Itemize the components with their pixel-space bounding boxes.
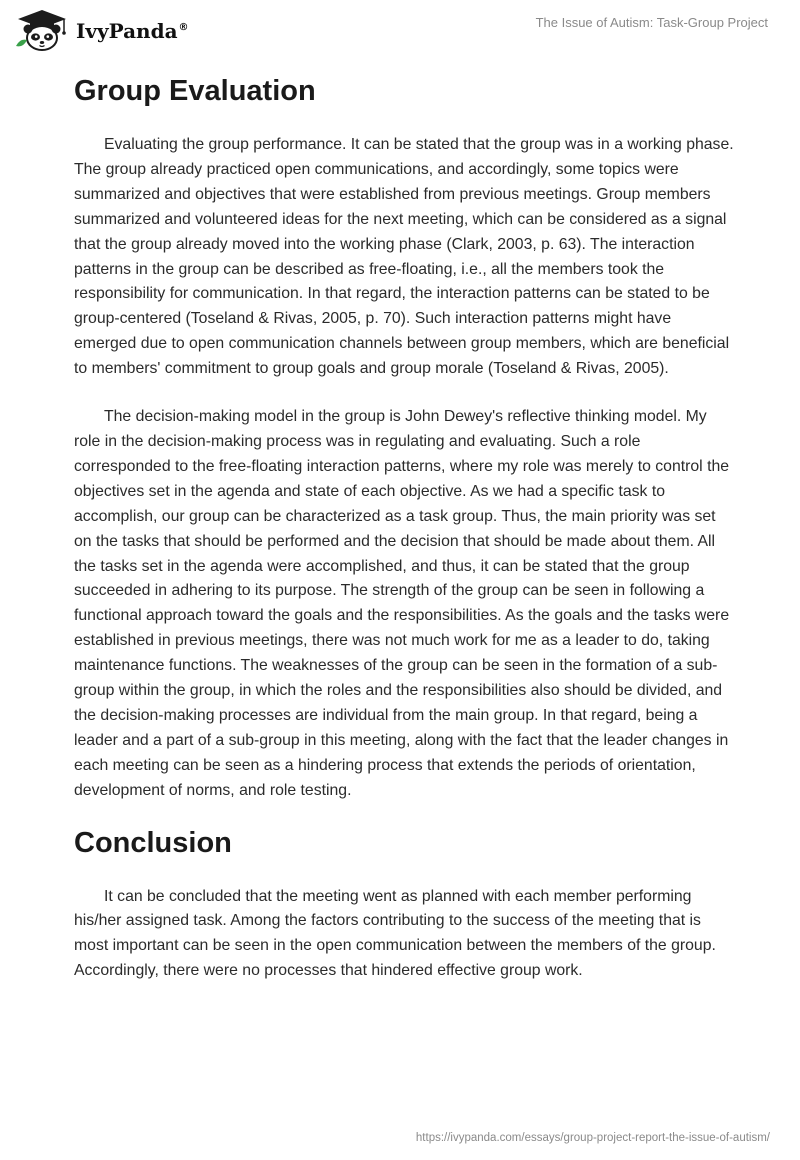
brand-logo[interactable] [14, 8, 189, 52]
brand-name: IvyPanda® [76, 19, 189, 43]
document-title: The Issue of Autism: Task-Group Project [535, 15, 768, 30]
registered-mark: ® [178, 22, 189, 34]
essay-body [74, 70, 734, 984]
paragraph: The decision-making model in the group is John Dewey's reflective thinking model. My role in the decision-making process was in regulating and evaluating. Such a role corresponded to the free-floating interaction patterns, where my role was merely to control the objectives set in the agenda and state of each objective. As we had a specific task to accomplish, our group can be characterized as a task group. Thus, the main priority was set on the tasks that should be performed and the decision that should be made about them. All the tasks set in the agenda were accomplished, and thus, it can be stated that the group succeeded in adhering to its purpose. The strength of the group can be seen in following a functional approach toward the goals and the responsibilities. As the goals and the tasks were established in previous meetings, there was not much work for me as a leader to do, taking maintenance functions. The weaknesses of the group can be seen in the formation of a sub-group within the group, in which the roles and the responsibilities also should be divided, and the decision-making processes are individual from the main group. In that regard, being a leader and a part of a sub-group in this meeting, along with the fact that the leader changes in each meeting can be seen as a hindering process that extends the periods of orientation, development of norms, and role testing. [74, 408, 730, 799]
section-heading-conclusion: Conclusion [74, 826, 232, 859]
paragraph: It can be concluded that the meeting went as planned with each member performing his/her assigned task. Among the factors contributing to the success of the meeting that is most important can be seen in the open communication between the members of the group. Accordingly, there were no processes that hindered effective group work. [74, 887, 716, 980]
page-header [0, 0, 800, 60]
panda-graduate-icon [14, 8, 70, 52]
paragraph: Evaluating the group performance. It can be stated that the group was in a working phase. The group already practiced open communications, and accordingly, some topics were summarized and objectives that were established from previous meetings. Group members summarized and volunteered ideas for the next meeting, which can be considered as a signal that the group already moved into the working phase (Clark, 2003, p. 63). The interaction patterns in the group can be described as free-floating, i.e., all the members took the responsibility for communication. In that regard, the interaction patterns can be stated to be group-centered (Toseland & Rivas, 2005, p. 70). Such interaction patterns might have emerged due to open communication channels between group members, which are beneficial to members' commitment to group goals and group morale (Toseland & Rivas, 2005). [74, 136, 734, 378]
source-url-link[interactable]: https://ivypanda.com/essays/group-project-report-the-issue-of-autism/ [415, 1132, 770, 1144]
section-heading-group-evaluation: Group Evaluation [74, 75, 316, 107]
